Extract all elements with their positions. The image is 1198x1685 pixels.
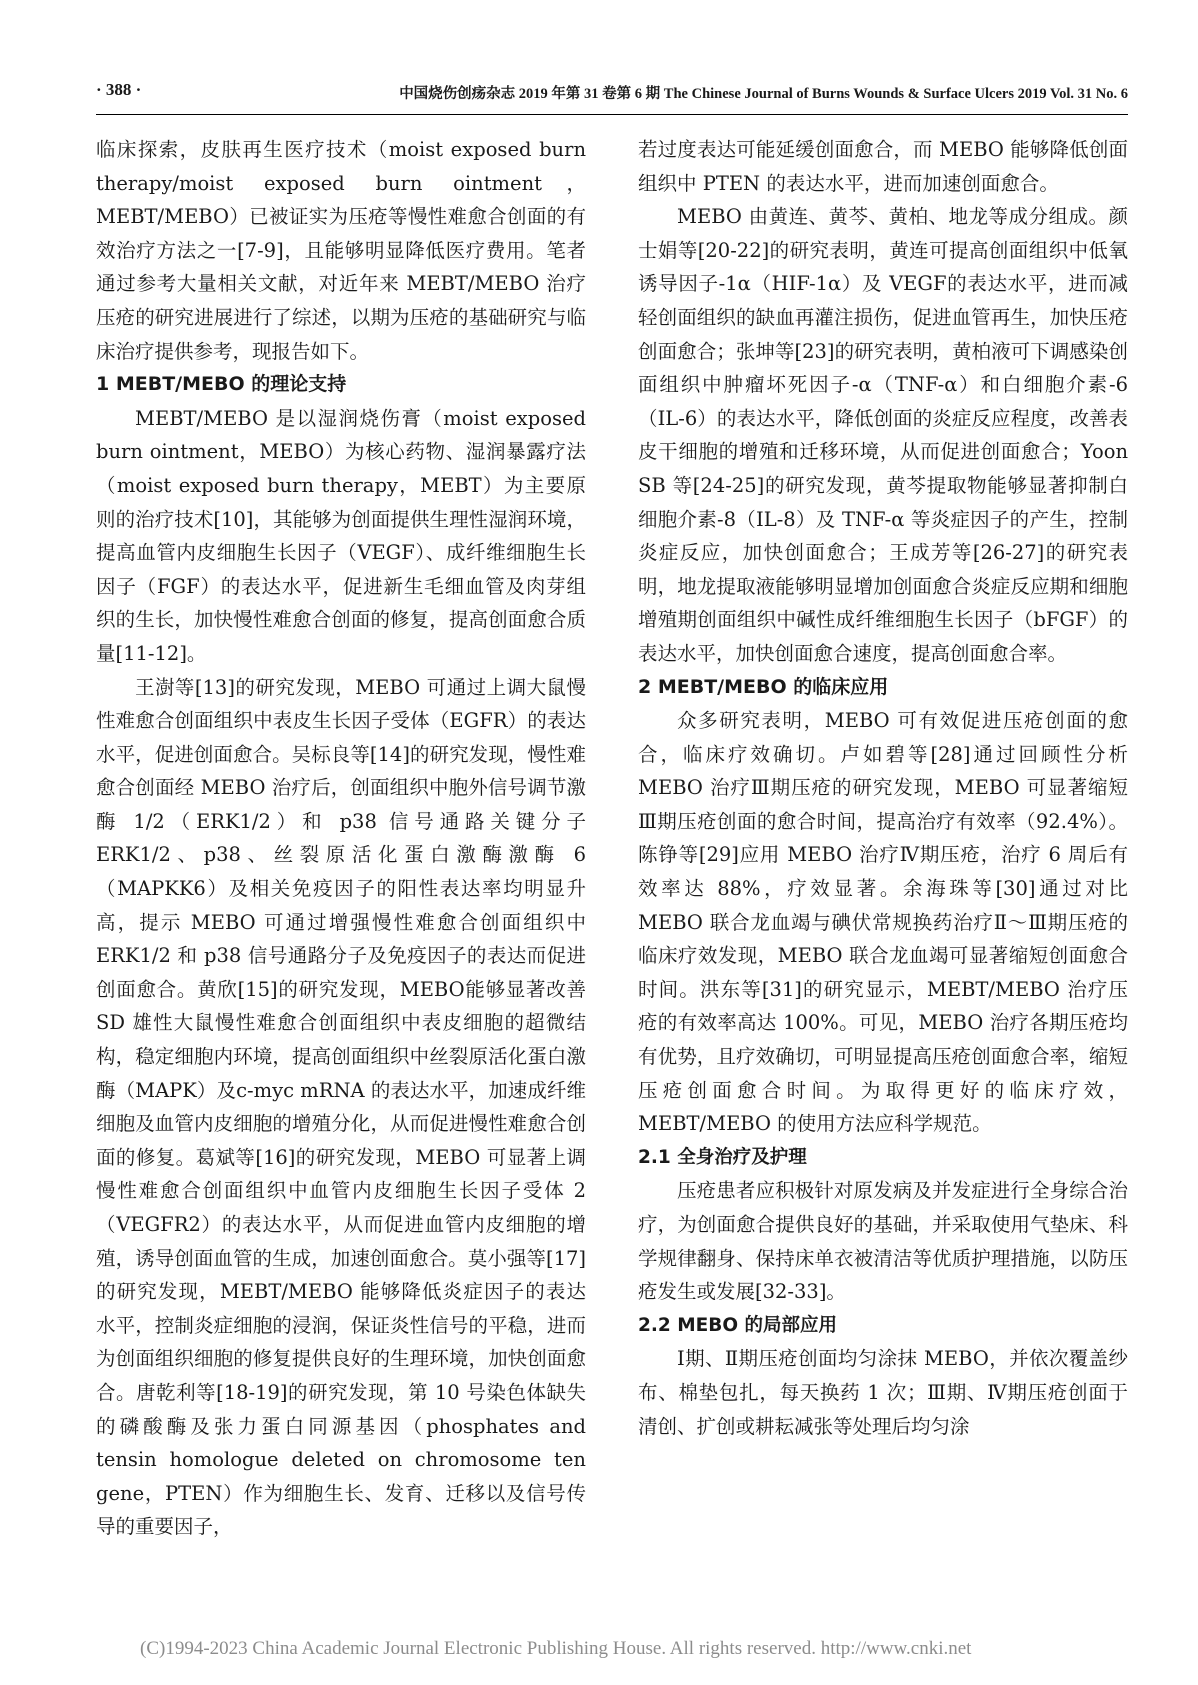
section-heading-2: 2 MEBT/MEBO 的临床应用	[638, 675, 889, 698]
body-paragraph: MEBT/MEBO 是以湿润烧伤膏（moist exposed burn ointment，MEBO）为核心药物、湿润暴露疗法（moist exposed burn therapy，MEBT）为主要原则的治疗技术[10]，其能够为创面提供生理性湿润环境，提高血管内皮细胞生长因子（VEGF）、成纤维细胞生长因子（FGF）的表达水平，促进新生毛细血管及肉芽组织的生长，加快慢性难愈合创面的修复，提高创面愈合质量[11-12]。	[96, 406, 586, 665]
right-column	[638, 133, 1128, 1443]
running-header	[96, 78, 1128, 115]
journal-citation: 中国烧伤创疡杂志 2019 年第 31 卷第 6 期 The Chinese Journal of Burns Wounds & Surface Ulcers 2019 Vol. 31 No. 6	[399, 86, 1128, 102]
body-paragraph: Ⅰ期、Ⅱ期压疮创面均匀涂抹 MEBO，并依次覆盖纱布、棉垫包扎，每天换药 1 次；Ⅲ期、Ⅳ期压疮创面于清创、扩创或耕耘减张等处理后均匀涂	[638, 1347, 1128, 1438]
intro-paragraph: 临床探索，皮肤再生医疗技术（moist exposed burn therapy/moist exposed burn ointment，MEBT/MEBO）已被证实为压疮等慢性难愈合创面的有效治疗方法之一[7-9]，且能够明显降低医疗费用。笔者通过参考大量相关文献，对近年来 MEBT/MEBO 治疗压疮的研究进展进行了综述，以期为压疮的基础研究与临床治疗提供参考，现报告如下。	[96, 138, 586, 363]
section-heading-1: 1 MEBT/MEBO 的理论支持	[96, 373, 347, 396]
continued-paragraph: 若过度表达可能延缓创面愈合，而 MEBO 能够降低创面组织中 PTEN 的表达水平，进而加速创面愈合。	[638, 138, 1128, 195]
subsection-heading-2-2: 2.2 MEBO 的局部应用	[638, 1314, 838, 1336]
left-column	[96, 133, 586, 1544]
body-paragraph: MEBO 由黄连、黄芩、黄柏、地龙等成分组成。颜士娟等[20-22]的研究表明，黄连可提高创面组织中低氧诱导因子-1α（HIF-1α）及 VEGF的表达水平，进而减轻创面组织的缺血再灌注损伤，促进血管再生，加快压疮创面愈合；张坤等[23]的研究表明，黄柏液可下调感染创面组织中肿瘤坏死因子-α（TNF-α）和白细胞介素-6（IL-6）的表达水平，降低创面的炎症反应程度，改善表皮干细胞的增殖和迁移环境，从而促进创面愈合；Yoon SB 等[24-25]的研究发现，黄芩提取物能够显著抑制白细胞介素-8（IL-8）及 TNF-α 等炎症因子的产生，控制炎症反应，加快创面愈合；王成芳等[26-27]的研究表明，地龙提取液能够明显增加创面愈合炎症反应期和细胞增殖期创面组织中碱性成纤维细胞生长因子（bFGF）的表达水平，加快创面愈合速度，提高创面愈合率。	[638, 205, 1128, 665]
body-paragraph: 王澍等[13]的研究发现，MEBO 可通过上调大鼠慢性难愈合创面组织中表皮生长因子受体（EGFR）的表达水平，促进创面愈合。吴标良等[14]的研究发现，慢性难愈合创面经 MEBO 治疗后，创面组织中胞外信号调节激酶 1/2（ERK1/2）和 p38 信号通路关键分子 ERK1/2、p38、丝裂原活化蛋白激酶激酶 6（MAPKK6）及相关免疫因子的阳性表达率均明显升高，提示 MEBO 可通过增强慢性难愈合创面组织中 ERK1/2 和 p38 信号通路分子及免疫因子的表达而促进创面愈合。黄欣[15]的研究发现，MEBO能够显著改善 SD 雄性大鼠慢性难愈合创面组织中表皮细胞的超微结构，稳定细胞内环境，提高创面组织中丝裂原活化蛋白激酶（MAPK）及c-myc mRNA 的表达水平，加速成纤维细胞及血管内皮细胞的增殖分化，从而促进慢性难愈合创面的修复。葛斌等[16]的研究发现，MEBO 可显著上调慢性难愈合创面组织中血管内皮细胞生长因子受体 2（VEGFR2）的表达水平，从而促进血管内皮细胞的增殖，诱导创面血管的生成，加速创面愈合。莫小强等[17]的研究发现，MEBT/MEBO 能够降低炎症因子的表达水平，控制炎症细胞的浸润，保证炎性信号的平稳，进而为创面组织细胞的修复提供良好的生理环境，加快创面愈合。唐乾利等[18-19]的研究发现，第 10 号染色体缺失的磷酸酶及张力蛋白同源基因（phosphates and tensin homologue deleted on chromosome ten gene，PTEN）作为细胞生长、发育、迁移以及信号传导的重要因子，	[96, 675, 586, 1539]
copyright-footer: (C)1994-2023 China Academic Journal Electronic Publishing House. All rights reserved. http://www.cnki.net	[140, 1638, 972, 1659]
body-paragraph: 众多研究表明，MEBO 可有效促进压疮创面的愈合，临床疗效确切。卢如碧等[28]通过回顾性分析 MEBO 治疗Ⅲ期压疮的研究发现，MEBO 可显著缩短Ⅲ期压疮创面的愈合时间，提高治疗有效率（92.4%）。陈铮等[29]应用 MEBO 治疗Ⅳ期压疮，治疗 6 周后有效率达 88%，疗效显著。余海珠等[30]通过对比 MEBO 联合龙血竭与碘伏常规换药治疗Ⅱ～Ⅲ期压疮的临床疗效发现，MEBO 联合龙血竭可显著缩短创面愈合时间。洪东等[31]的研究显示，MEBT/MEBO 治疗压疮的有效率高达 100%。可见，MEBO 治疗各期压疮均有优势，且疗效确切，可明显提高压疮创面愈合率，缩短压疮创面愈合时间。为取得更好的临床疗效，MEBT/MEBO 的使用方法应科学规范。	[638, 709, 1128, 1136]
body-paragraph: 压疮患者应积极针对原发病及并发症进行全身综合治疗，为创面愈合提供良好的基础，并采取使用气垫床、科学规律翻身、保持床单衣被清洁等优质护理措施，以防压疮发生或发展[32-33]。	[638, 1179, 1128, 1304]
page-number: · 388 ·	[96, 80, 142, 99]
subsection-heading-2-1: 2.1 全身治疗及护理	[638, 1146, 807, 1168]
